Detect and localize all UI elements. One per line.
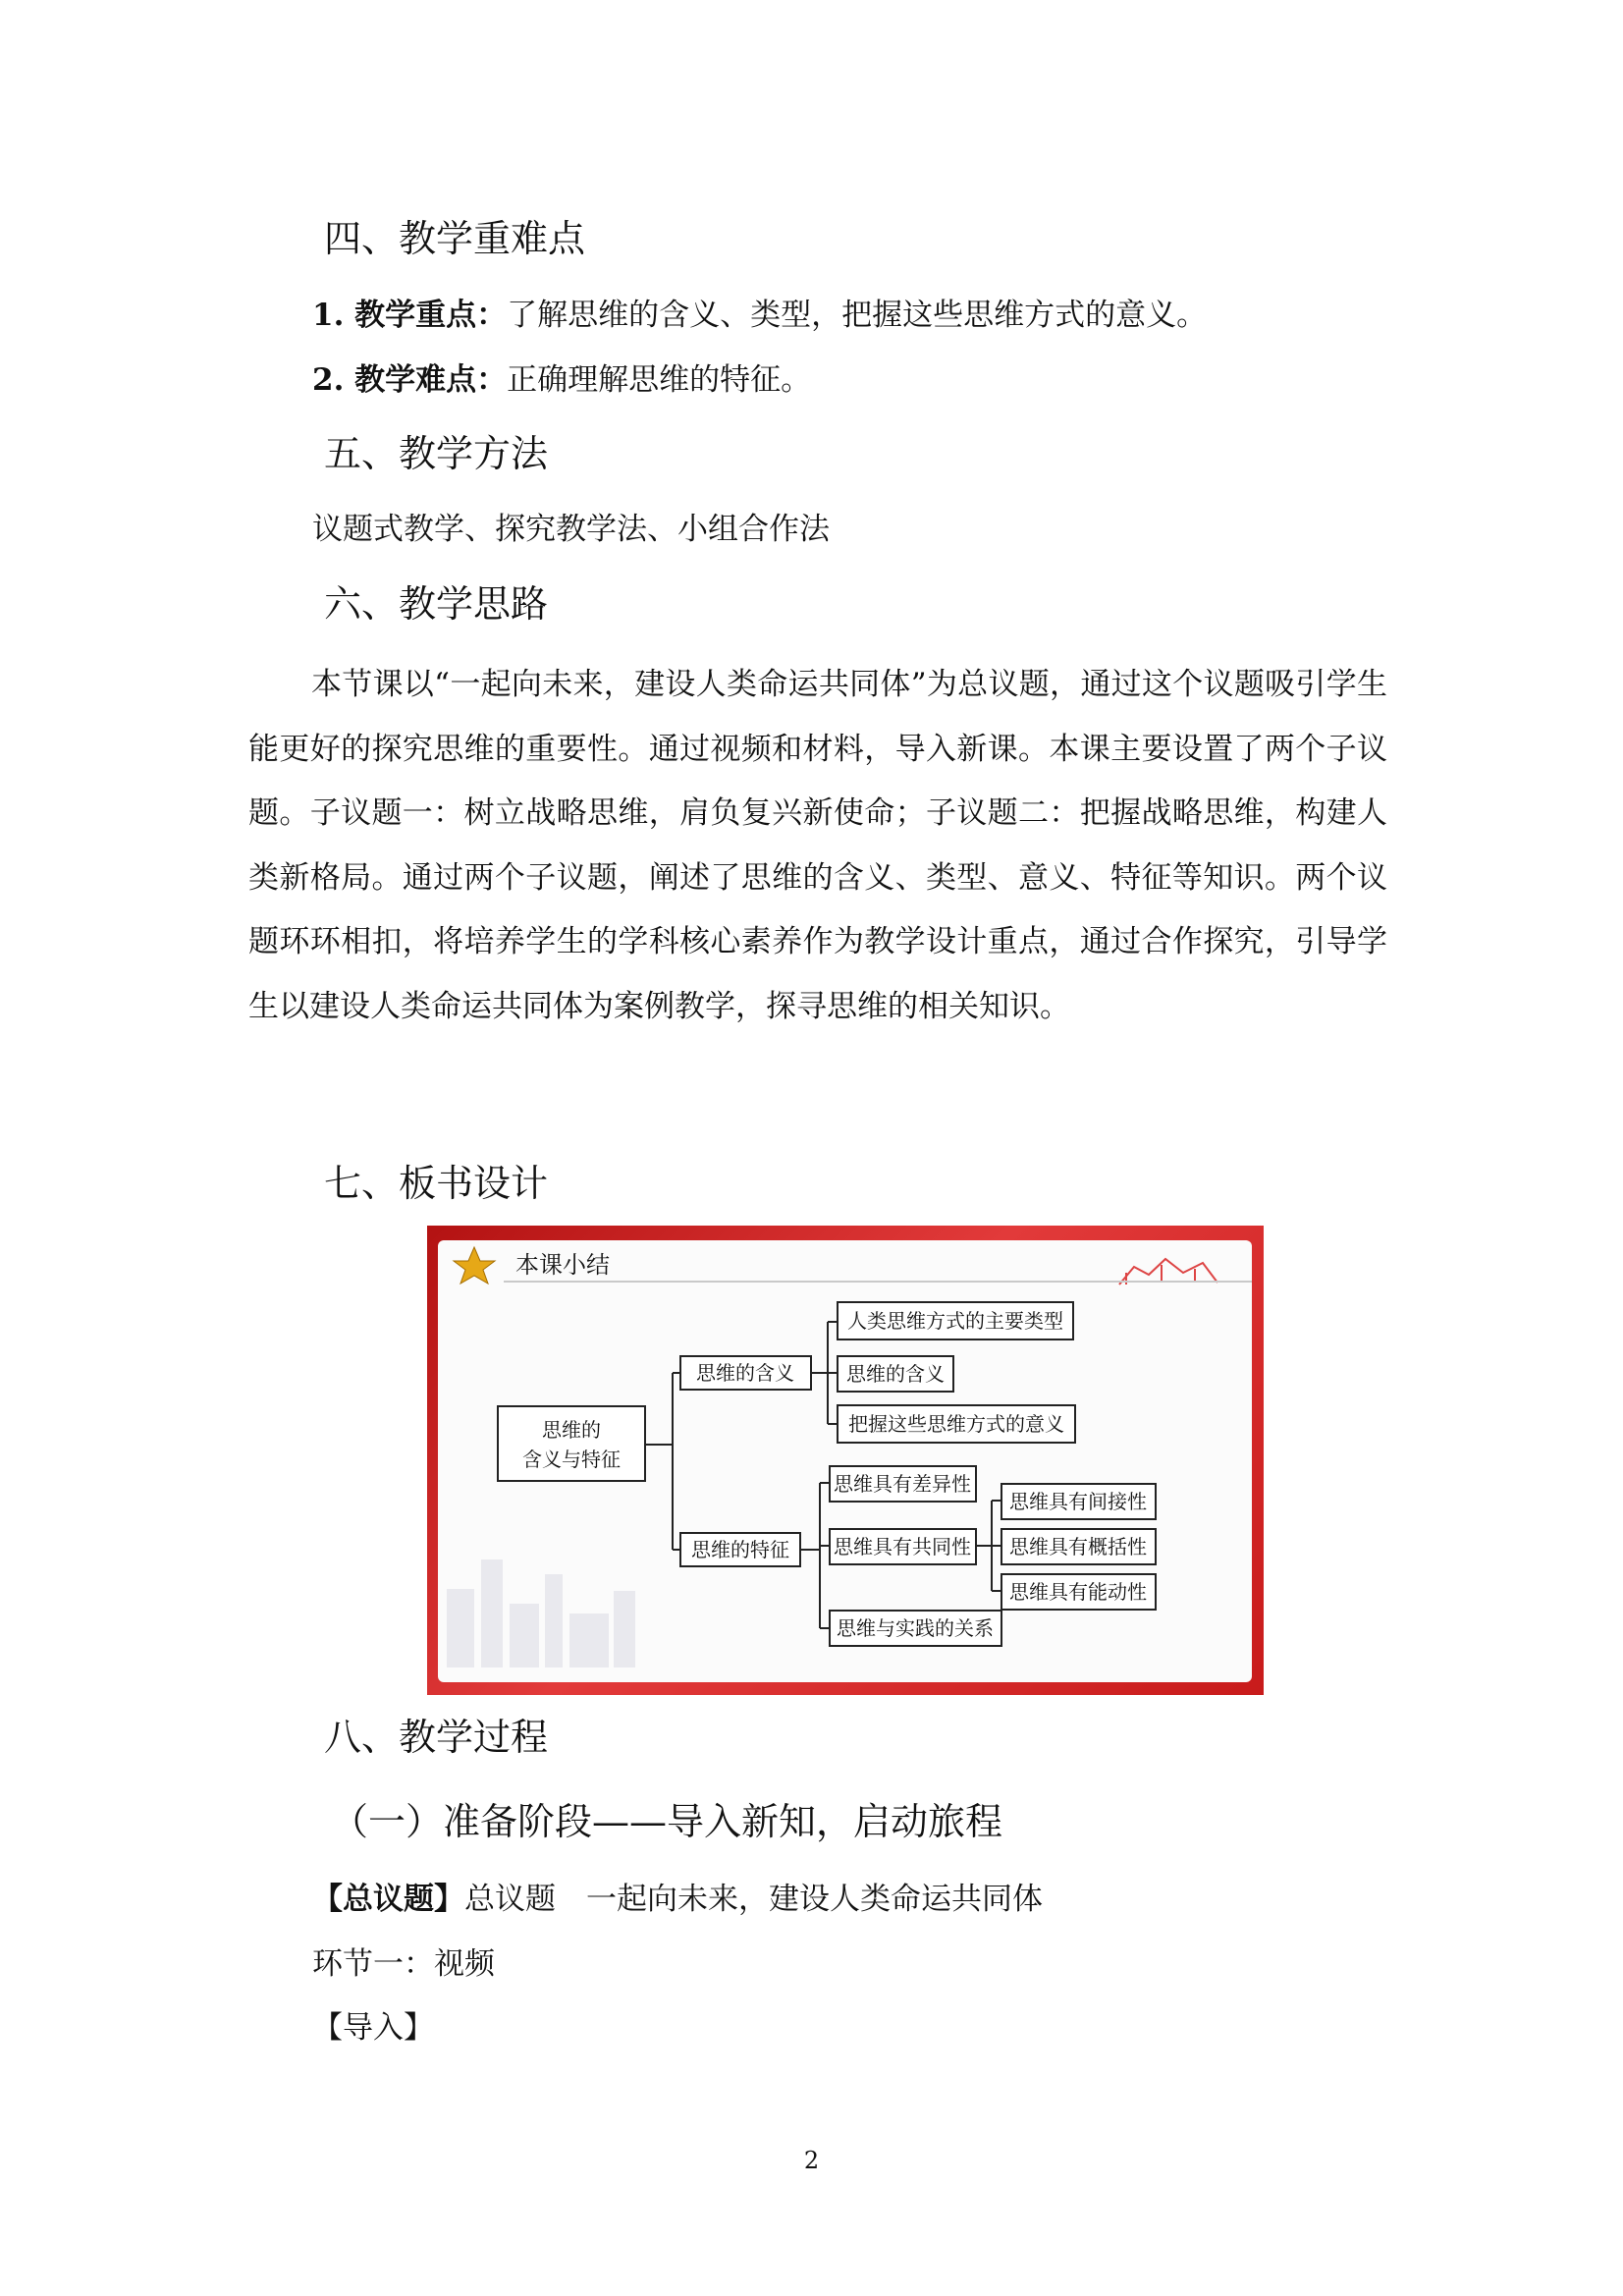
branch-meaning: 思维的含义 — [696, 1361, 794, 1385]
section-7-heading: 七、板书设计 — [324, 1162, 549, 1205]
leaf-thinking-types: 人类思维方式的主要类型 — [847, 1309, 1063, 1333]
stage-1-heading: （一）准备阶段——导入新知，启动旅程 — [331, 1800, 1003, 1843]
leaf-generality: 思维具有概括性 — [1009, 1535, 1147, 1558]
key-point-line — [312, 296, 1207, 335]
page-number: 2 — [803, 2147, 820, 2174]
key-point-label: 1. 教学重点： — [312, 298, 508, 333]
leaf-thinking-meaning: 思维的含义 — [846, 1362, 945, 1386]
main-topic-line — [312, 1880, 1043, 1919]
introduction-label: 【导入】 — [312, 2010, 434, 2046]
difficult-point-text: 正确理解思维的特征。 — [507, 362, 812, 398]
main-topic-text: 总议题 一起向未来，建设人类命运共同体 — [464, 1882, 1043, 1917]
root-label-line1: 思维的 — [542, 1418, 601, 1442]
section-8-heading: 八、教学过程 — [324, 1716, 549, 1759]
section-4-heading: 四、教学重难点 — [324, 217, 586, 260]
leaf-initiative: 思维具有能动性 — [1009, 1580, 1147, 1604]
difficult-point-label: 2. 教学难点： — [312, 362, 508, 398]
slide-title: 本课小结 — [515, 1251, 610, 1279]
section-6-heading: 六、教学思路 — [324, 582, 549, 626]
star-icon — [454, 1247, 495, 1284]
mind-map — [427, 1226, 1264, 1695]
leaf-thinking-significance: 把握这些思维方式的意义 — [848, 1412, 1064, 1436]
teaching-methods: 议题式教学、探究教学法、小组合作法 — [312, 512, 830, 547]
section-5-heading: 五、教学方法 — [324, 432, 549, 475]
teaching-approach-paragraph: 本节课以“一起向未来，建设人类命运共同体”为总议题，通过这个议题吸引学生能更好的探究思维的重要性。通过视频和材料，导入新课。本课主要设置了两个子议题。子议题一：树立战略思维，肩负复兴新使命；子议题二：把握战略思维，构建人类新格局。通过两个子议题，阐述了思维的含义、类型、意义、特征等知识。两个议题环环相扣，将培养学生的学科核心素养作为教学设计重点，通过合作探究，引导学生以建设人类命运共同体为案例教学，探寻思维的相关知识。 — [248, 667, 1387, 1024]
leaf-commonality: 思维具有共同性 — [834, 1535, 971, 1558]
link-1-video: 环节一：视频 — [312, 1946, 495, 1982]
main-topic-label: 【总议题】 — [312, 1882, 464, 1917]
board-design-slide — [427, 1226, 1264, 1695]
difficult-point-line — [312, 360, 811, 400]
key-point-text: 了解思维的含义、类型，把握这些思维方式的意义。 — [507, 298, 1208, 333]
leaf-difference: 思维具有差异性 — [834, 1472, 971, 1496]
branch-features: 思维的特征 — [691, 1538, 789, 1561]
leaf-indirectness: 思维具有间接性 — [1009, 1490, 1147, 1513]
root-label-line2: 含义与特征 — [522, 1448, 621, 1471]
skyline-decoration — [447, 1559, 635, 1667]
leaf-practice-relation: 思维与实践的关系 — [837, 1616, 994, 1640]
